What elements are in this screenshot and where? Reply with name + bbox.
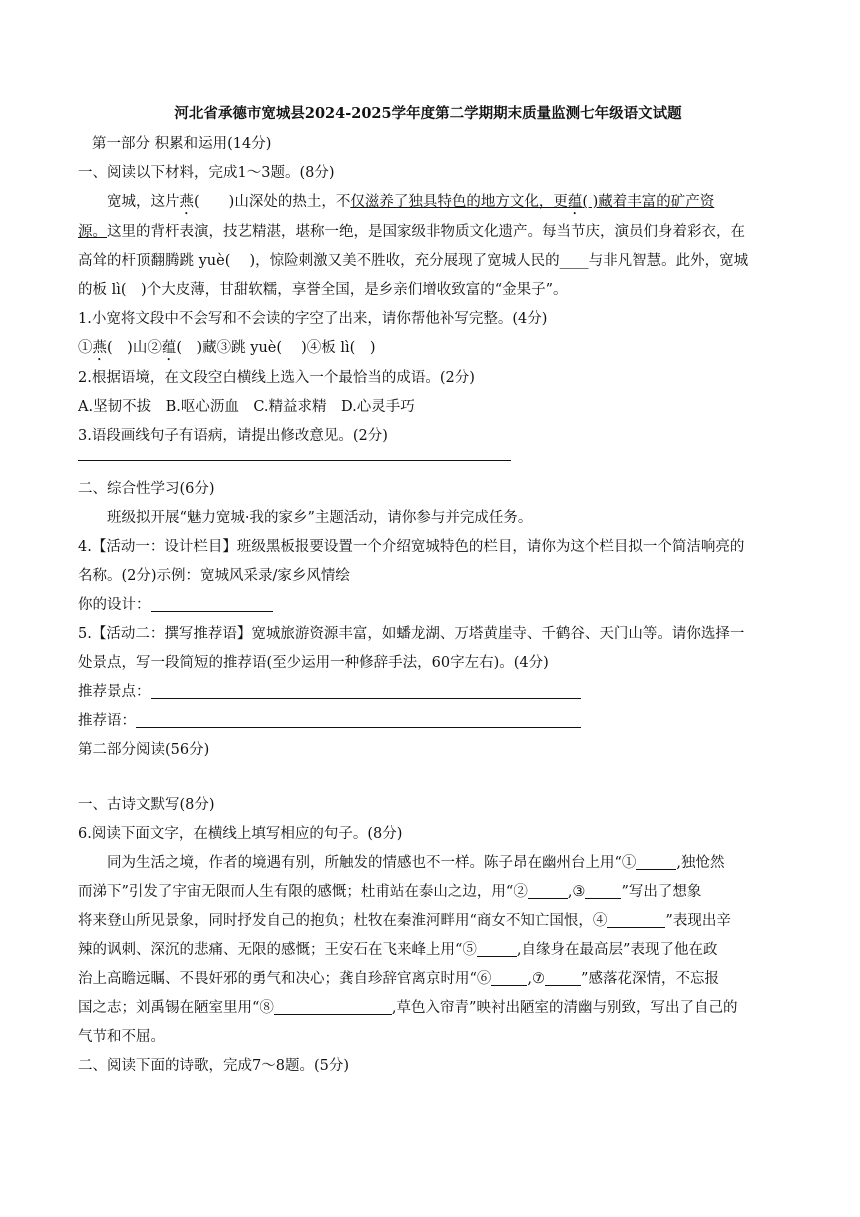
exam-page [78,104,778,1081]
passage-text: 这里的背杆表演，技艺精湛，堪称一绝，是国家级非物质文化遗产。每当节庆，演员们身着彩衣，在 [107,224,745,240]
question-3: 3.语段画线句子有语病，请提出修改意见。(2分) [78,428,388,444]
dotted-char: 燕 [92,340,107,356]
dotted-char: 燕 [179,194,194,210]
section3-heading: 一、古诗文默写(8分) [78,797,215,813]
reading-passage [78,188,778,305]
passage-text: ( )山深处的热土，不 [194,194,351,210]
underlined-sentence: 仅滋养了独具特色的地方文化，更 [350,194,568,210]
question-4: 4.【活动一：设计栏目】班级黑板报要设置一个介绍宽城特色的栏目，请你为这个栏目拟一个简洁响亮的 [78,539,745,555]
dictation-passage [78,849,778,1052]
recommend-field [78,707,778,736]
passage-text: ,③ [567,884,586,900]
blank-8[interactable] [274,998,392,1015]
question-2-options: A.坚韧不拔 B.呕心沥血 C.精益求精 D.心灵手巧 [78,399,415,415]
passage-text: 的板 lì( )个大皮薄，甘甜软糯，享誉全国，是乡亲们增收致富的“金果子”。 [78,282,568,298]
blank-5[interactable] [477,940,517,957]
page-title: 河北省承德市宽城县2024-2025学年度第二学期期末质量监测七年级语文试题 [174,105,682,122]
passage-text: 宽城，这片 [107,194,180,210]
passage-text: 而涕下”引发了宇宙无限而人生有限的感慨；杜甫站在泰山之边，用“② [78,884,528,900]
blank-6[interactable] [491,969,527,986]
question-5-cont: 处景点，写一段简短的推荐语(至少运用一种修辞手法，60字左右)。(4分) [78,655,549,671]
question-4-cont: 名称。(2分)示例：宽城风采录/家乡风情绘 [78,568,350,584]
passage-text: ,自缘身在最高层”表现了他在政 [516,942,718,958]
design-label: 你的设计： [78,597,151,613]
answer-line-q3[interactable] [78,459,511,461]
question-1-items [78,334,778,364]
blank-3[interactable] [585,882,621,899]
passage-text: ,草色入帘青”映衬出陋室的清幽与别致，写出了自己的 [391,1000,738,1016]
dotted-char: 蕴 [567,194,583,210]
passage-text: 治上高瞻远瞩、不畏奸邪的勇气和决心；龚自珍辞官离京时用“⑥ [78,971,492,987]
passage-text: 高耸的杆顶翻腾跳 yuè( )，惊险刺激又美不胜收，充分展现了宽城人民的____与非凡智慧。此外，宽城 [78,253,749,269]
passage-text: 将来登山所见景象，同时抒发自己的抱负；杜牧在秦淮河畔用“商女不知亡国恨，④ [78,913,608,929]
passage-text: ”感落花深情，不忘报 [581,971,719,987]
section4-heading: 二、阅读下面的诗歌，完成7～8题。(5分) [78,1058,349,1074]
design-field [78,591,778,620]
passage-text: ,⑦ [527,971,546,987]
passage-text: 辣的讽刺、深沉的悲痛、无限的感慨；王安石在飞来峰上用“⑤ [78,942,477,958]
recommend-label: 推荐语： [78,713,136,729]
item-text: ( )山② [107,340,162,356]
spot-answer-line[interactable] [151,682,581,699]
passage-text: ”表现出辛 [665,913,731,929]
underlined-sentence: ( )藏着丰富的矿产资 [582,194,715,210]
part2-heading: 第二部分阅读(56分) [78,742,210,758]
passage-text: 国之志；刘禹锡在陋室里用“⑧ [78,1000,274,1016]
part1-heading: 第一部分 积累和运用(14分) [92,136,272,152]
design-answer-line[interactable] [151,595,273,612]
item-text: ( )藏③跳 yuè( )④板 lì( ) [176,340,376,356]
question-5: 5.【活动二：撰写推荐语】宽城旅游资源丰富，如蟠龙湖、万塔黄崖寺、千鹤谷、天门山等。请你选择一 [78,626,745,642]
recommend-answer-line[interactable] [136,711,581,728]
spot-label: 推荐景点： [78,684,151,700]
passage-text: ”写出了想象 [621,884,702,900]
question-2: 2.根据语境，在文段空白横线上选入一个最恰当的成语。(2分) [78,370,475,386]
blank-4[interactable] [607,911,665,928]
section1-heading: 一、阅读以下材料，完成1～3题。(8分) [78,165,335,181]
passage-text: ,独怆然 [676,855,725,871]
section2-heading: 二、综合性学习(6分) [78,481,215,497]
passage-text: 气节和不屈。 [78,1029,165,1045]
passage-text: 同为生活之境，作者的境遇有别，所触发的情感也不一样。陈子昂在幽州台上用“① [107,855,637,871]
dotted-char: 蕴 [161,340,177,356]
underlined-sentence: 源。 [78,224,107,240]
question-6: 6.阅读下面文字，在横线上填写相应的句子。(8分) [78,826,403,842]
blank-1[interactable] [636,853,676,870]
blank-7[interactable] [545,969,581,986]
blank-2[interactable] [528,882,568,899]
item-text: ① [78,340,93,356]
section2-intro: 班级拟开展“魅力宽城·我的家乡”主题活动，请你参与并完成任务。 [107,510,533,526]
question-1: 1.小宽将文段中不会写和不会读的字空了出来，请你帮他补写完整。(4分) [78,311,548,327]
spot-field [78,678,778,707]
